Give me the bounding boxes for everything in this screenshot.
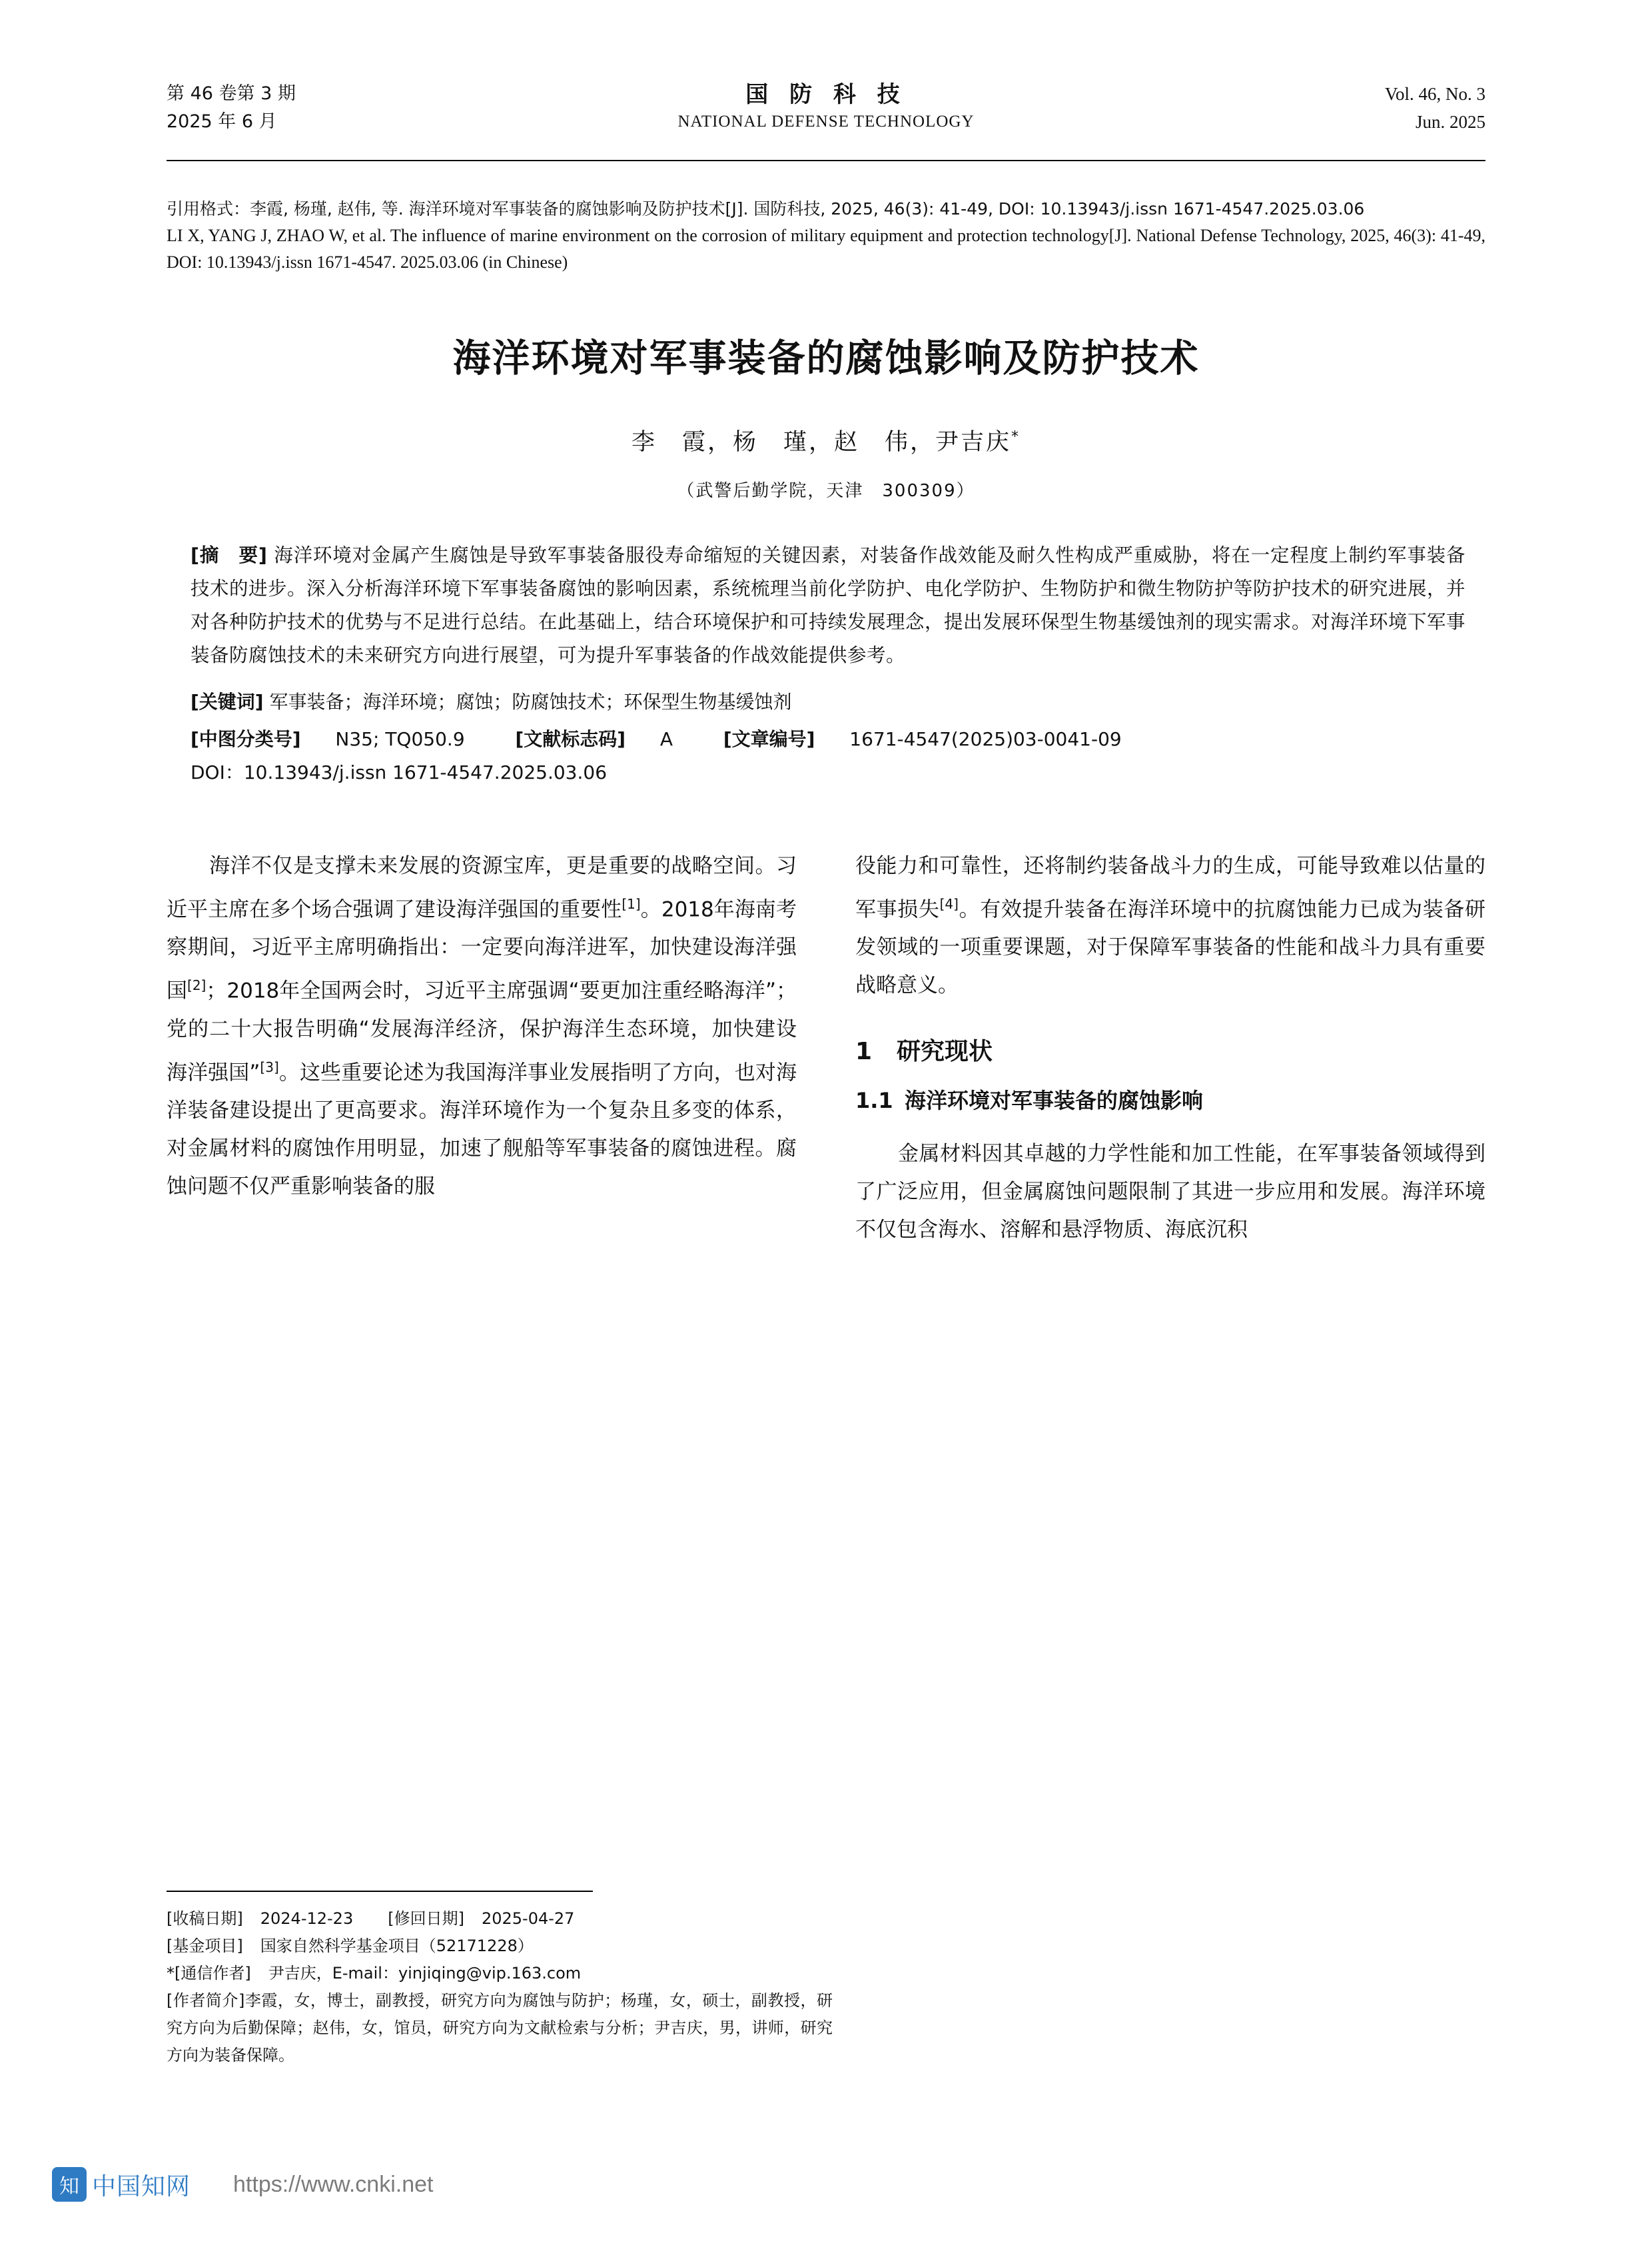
- corresponding-label: *[通信作者]: [167, 1964, 251, 1983]
- running-head-right: [1385, 80, 1485, 136]
- volume-issue-en: Vol. 46, No. 3: [1384, 84, 1485, 104]
- running-head: [167, 80, 1485, 159]
- section-number: 1: [855, 1038, 873, 1066]
- article-id-value: 1671-4547(2025)03-0041-09: [849, 728, 1122, 750]
- para-text-3: ；2018年全国两会时，习近平主席强调“要更加注重经略海洋”；党的二十大报告明确“发展海洋经济，保护海洋生态环境，加快建设海洋强国”: [167, 979, 797, 1085]
- affiliation: （武警后勤学院，天津 300309）: [677, 481, 975, 501]
- section-heading-1: [855, 1033, 1485, 1067]
- doi-value: 10.13943/j.issn 1671-4547.2025.03.06: [243, 761, 608, 783]
- corresponding-value: 尹吉庆，E-mail：yinjiqing@vip.163.com: [268, 1964, 582, 1983]
- para-text-6: 。有效提升装备在海洋环境中的抗腐蚀能力已成为装备研发领域的一项重要课题，对于保障军事装备的性能和战斗力具有重要战略意义。: [855, 897, 1486, 998]
- reference-1: [1]: [621, 896, 641, 912]
- cnki-logo-icon: 知: [52, 2167, 87, 2202]
- clc-value: N35; TQ050.9: [335, 728, 465, 750]
- footnote-bio: [167, 1987, 833, 2069]
- footnote-dates: [167, 1905, 833, 1933]
- doi-label: DOI：: [191, 761, 244, 783]
- clc-label: [中图分类号]: [191, 728, 301, 750]
- page-content: [167, 80, 1485, 1270]
- citation-label: 引用格式：: [167, 199, 250, 219]
- para-text-5: 役能力和可靠性，还将制约装备战斗力的生成，可能导致难以估量的军事损失: [855, 854, 1485, 922]
- cnki-logo: [52, 2167, 191, 2202]
- subsection-title: 海洋环境对军事装备的腐蚀影响: [905, 1088, 1204, 1114]
- issue-date-cn: 2025 年 6 月: [167, 111, 277, 132]
- abstract-label: [摘 要]: [191, 544, 268, 566]
- section-heading-1-1: [855, 1084, 1485, 1115]
- article-id-label: [文章编号]: [723, 728, 815, 750]
- citation-block: [167, 196, 1485, 276]
- reference-2: [2]: [187, 977, 206, 994]
- footnote-block: [167, 1891, 833, 2069]
- para-text-1: 海洋不仅是支撑未来发展的资源宝库，更是重要的战略空间。习近平主席在多个场合强调了建设海洋强国的重要性: [167, 854, 797, 922]
- cnki-name: 中国知网: [92, 2172, 191, 2200]
- cnki-url[interactable]: https://www.cnki.net: [233, 2171, 434, 2197]
- para-text-7: 金属材料因其卓越的力学性能和加工性能，在军事装备领域得到了广泛应用，但金属腐蚀问题限制了其进一步应用和发展。海洋环境不仅包含海水、溶解和悬浮物质、海底沉积: [855, 1142, 1485, 1242]
- citation-cn-line: [167, 196, 1485, 223]
- issue-date-en: Jun. 2025: [1415, 112, 1485, 132]
- abstract-block: [191, 539, 1465, 672]
- reference-4: [4]: [939, 896, 959, 912]
- left-column: [167, 827, 797, 1270]
- abstract-text: 海洋环境对金属产生腐蚀是导致军事装备服役寿命缩短的关键因素，对装备作战效能及耐久性构成严重威胁，将在一定程度上制约军事装备技术的进步。深入分析海洋环境下军事装备腐蚀的影响因素，系统梳理当前化学防护、电化学防护、生物防护和微生物防护等防护技术的研究进展，并对各种防护技术的优势与不足进行总结。在此基础上，结合环境保护和可持续发展理念，提出发展环保型生物基缓蚀剂的现实需求。对海洋环境下军事装备防腐蚀技术的未来研究方向进行展望，可为提升军事装备的作战效能提供参考。: [191, 544, 1466, 666]
- subsection-number: 1.1: [855, 1088, 893, 1114]
- para-text-2: 。2018年海南考察期间，习近平主席明确指出：一定要向海洋进军，加快建设海洋强国: [167, 897, 797, 1003]
- reference-3: [3]: [260, 1059, 279, 1075]
- keywords-label: [关键词]: [191, 691, 264, 713]
- footnote-fund: [167, 1933, 833, 1960]
- keywords-text: 军事装备；海洋环境；腐蚀；防腐蚀技术；环保型生物基缓蚀剂: [269, 691, 792, 713]
- footnote-corresponding: [167, 1960, 833, 1987]
- section-title: 研究现状: [897, 1038, 993, 1066]
- author-list: [167, 424, 1485, 457]
- volume-issue: 第 46 卷第 3 期: [167, 83, 296, 104]
- running-head-center: [167, 80, 1485, 135]
- citation-cn: 李霞, 杨瑾, 赵伟, 等. 海洋环境对军事装备的腐蚀影响及防护技术[J]. 国防科技, 2025, 46(3): 41-49, DOI: 10.13943/j.issn 1671-4547.2025.03.06: [250, 199, 1365, 219]
- fund-label: [基金项目]: [167, 1937, 243, 1955]
- cnki-footer: [52, 2167, 433, 2202]
- body-columns: [167, 827, 1485, 1270]
- paragraph: [855, 1135, 1485, 1249]
- bio-value: 李霞，女，博士，副教授，研究方向为腐蚀与防护；杨瑾，女，硕士，副教授，研究方向为后勤保障；赵伟，女，馆员，研究方向为文献检索与分析；尹吉庆，男，讲师，研究方向为装备保障。: [167, 1991, 833, 2064]
- page-title: 海洋环境对军事装备的腐蚀影响及防护技术: [452, 336, 1200, 380]
- corresponding-mark: *: [1011, 428, 1021, 446]
- journal-name-en: NATIONAL DEFENSE TECHNOLOGY: [677, 113, 975, 131]
- paragraph: [855, 847, 1485, 1005]
- footnote-rule: [167, 1891, 593, 1892]
- fund-value: 国家自然科学基金项目（52171228）: [260, 1937, 534, 1955]
- paragraph: [167, 847, 797, 1206]
- received-label: [收稿日期]: [167, 1909, 243, 1928]
- classification-block: [191, 723, 1485, 756]
- revised-label: [修回日期]: [388, 1909, 464, 1928]
- revised-date: 2025-04-27: [481, 1909, 575, 1928]
- right-column: [855, 827, 1485, 1270]
- document-code-value: A: [659, 728, 673, 750]
- authors-text: 李 霞，杨 瑾，赵 伟，尹吉庆: [631, 429, 1011, 456]
- journal-name-cn: 国 防 科 技: [745, 81, 907, 108]
- keywords-block: [191, 685, 1485, 719]
- received-date: 2024-12-23: [260, 1909, 354, 1928]
- citation-en: LI X, YANG J, ZHAO W, et al. The influence of marine environment on the corrosion of military equipment and protection technology[J]. National Defense Technology, 2025, 46(3): 41-49, DOI: 10.13943/j.issn 1671-4547. 2025.03.06 (in Chinese): [167, 226, 1485, 272]
- doi-block: [191, 756, 1485, 789]
- para-text-4: 。这些重要论述为我国海洋事业发展指明了方向，也对海洋装备建设提出了更高要求。海洋环境作为一个复杂且多变的体系，对金属材料的腐蚀作用明显，加速了舰船等军事装备的腐蚀进程。腐蚀问题不仅严重影响装备的服: [167, 1060, 797, 1198]
- document-code-label: [文献标志码]: [515, 728, 626, 750]
- bio-label: [作者简介]: [167, 1991, 245, 2010]
- header-rule: [167, 160, 1485, 161]
